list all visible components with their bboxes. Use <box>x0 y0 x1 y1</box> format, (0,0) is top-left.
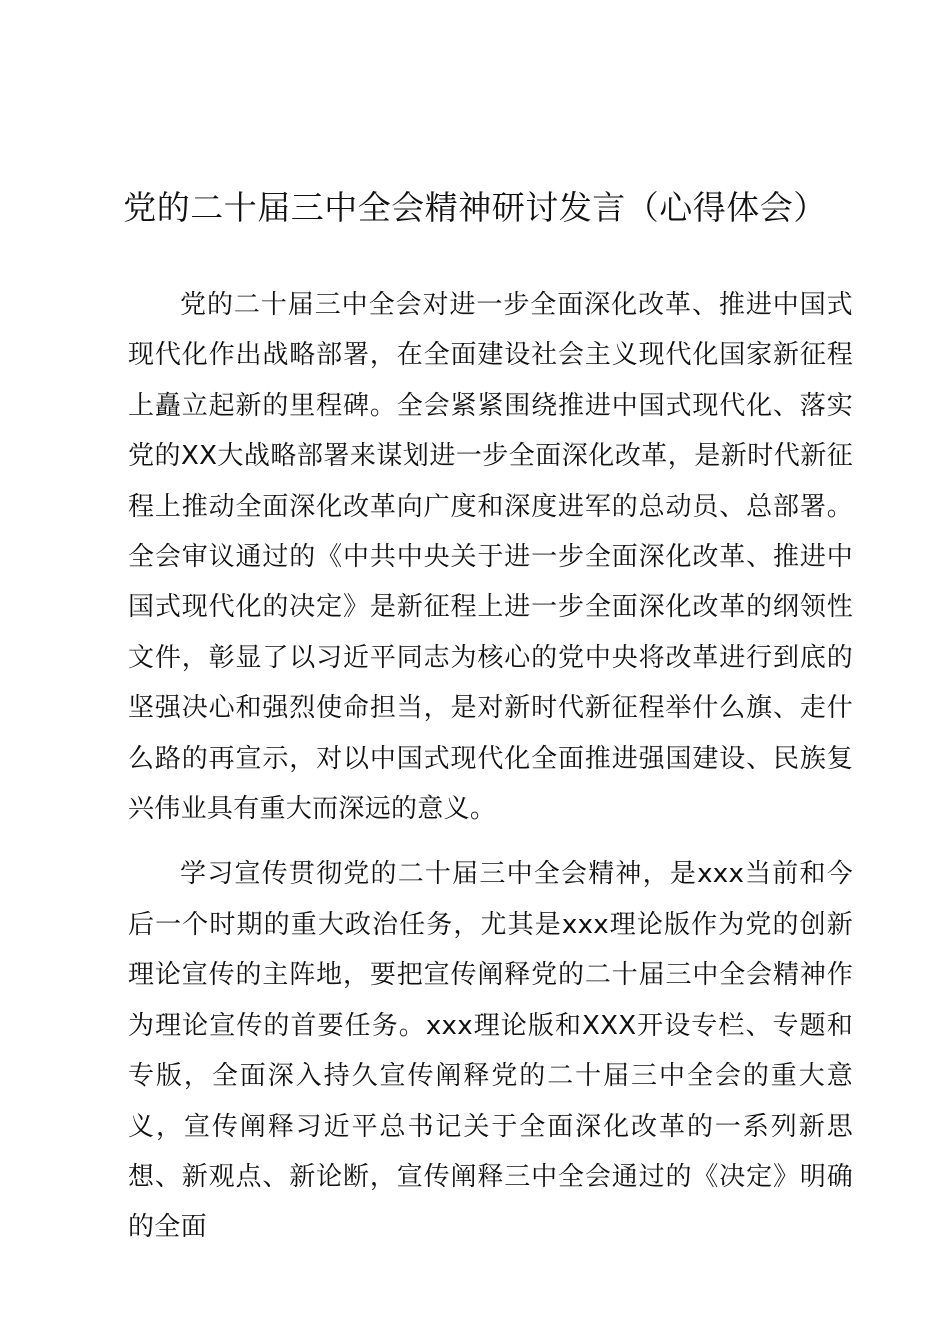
paragraph-1: 党的二十届三中全会对进一步全面深化改革、推进中国式现代化作出战略部署，在全面建设社会主义现代化国家新征程上矗立起新的里程碑。全会紧紧围绕推进中国式现代化、落实党的XX大战略部署来谋划进一步全面深化改革，是新时代新征程上推动全面深化改革向广度和深度进军的总动员、总部署。全会审议通过的《中共中央关于进一步全面深化改革、推进中国式现代化的决定》是新征程上进一步全面深化改革的纲领性文件，彰显了以习近平同志为核心的党中央将改革进行到底的坚强决心和强烈使命担当，是对新时代新征程举什么旗、走什么路的再宣示，对以中国式现代化全面推进强国建设、民族复兴伟业具有重大而深远的意义。 <box>128 290 853 825</box>
paragraph-2: 学习宣传贯彻党的二十届三中全会精神，是xxx当前和今后一个时期的重大政治任务，尤其是xxx理论版作为党的创新理论宣传的主阵地，要把宣传阐释党的二十届三中全会精神作为理论宣传的首要任务。xxx理论版和XXX开设专栏、专题和专版，全面深入持久宣传阐释党的二十届三中全会的重大意义，宣传阐释习近平总书记关于全面深化改革的一系列新思想、新观点、新论断，宣传阐释三中全会通过的《决定》明确的全面 <box>128 859 853 1243</box>
document-body <box>128 280 853 1253</box>
document-title: 党的二十届三中全会精神研讨发言（心得体会） <box>123 188 827 227</box>
